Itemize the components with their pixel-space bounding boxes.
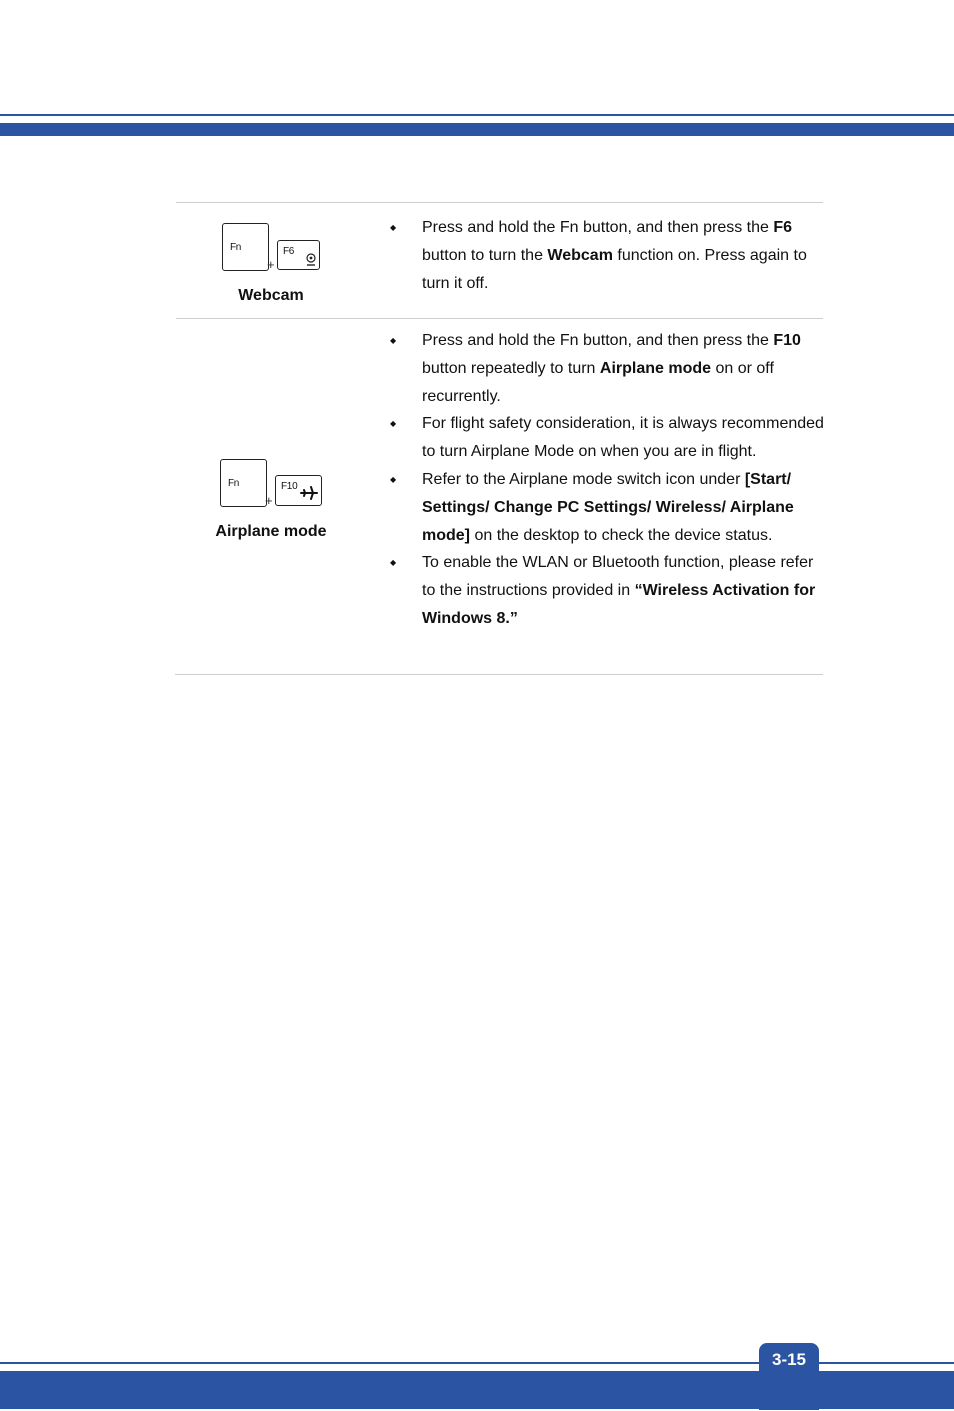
- bullet-item: [388, 214, 828, 297]
- bullet-text-bold: [Start/ Settings/ Change PC Settings/ Wireless/ Airplane mode]: [422, 470, 794, 544]
- airplane-icon: [300, 485, 318, 501]
- table-rule-top: [176, 202, 823, 203]
- f6-key-label: F6: [283, 246, 295, 257]
- f10-key: [275, 475, 322, 506]
- airplane-bullet-list: [388, 327, 828, 633]
- f10-key-label: F10: [281, 481, 298, 492]
- page-number: 3-15: [771, 1350, 807, 1369]
- fn-key-2: [220, 459, 267, 507]
- bullet-text: on the desktop to check the device status.: [470, 526, 773, 544]
- fn-key: [222, 223, 269, 271]
- plus-sign-2: +: [265, 493, 273, 508]
- webcam-icon: [305, 253, 317, 267]
- bullet-item: [388, 327, 828, 410]
- table-rule-middle: [176, 318, 823, 319]
- bullet-item: [388, 549, 828, 632]
- bullet-text: Refer to the Airplane mode switch icon under: [422, 470, 745, 488]
- header-band: [0, 123, 954, 136]
- bullet-text-bold: Airplane mode: [599, 359, 712, 377]
- bullet-text: button repeatedly to turn: [422, 359, 600, 377]
- table-rule-bottom: [175, 674, 823, 675]
- fn-key-2-label: Fn: [228, 478, 240, 489]
- bullet-text: Press and hold the Fn button, and then press the: [422, 219, 774, 236]
- bullet-text-bold: Webcam: [547, 246, 613, 264]
- bullet-item: [388, 466, 828, 549]
- bullet-text: For flight safety consideration, it is always recommended to turn Airplane Mode on when you are in flight.: [422, 415, 824, 461]
- plus-sign: +: [267, 257, 275, 272]
- bullet-text: To enable the WLAN or Bluetooth function, please refer to the instructions provided in: [422, 554, 814, 600]
- bullet-text-bold: F10: [773, 332, 801, 349]
- bullet-text-bold: “Wireless Activation for Windows 8.”: [422, 582, 816, 627]
- airplane-caption: Airplane mode: [215, 523, 327, 540]
- bullet-text: on or off recurrently.: [422, 359, 774, 405]
- bullet-text: button to turn the: [422, 246, 548, 264]
- f6-key: [277, 240, 320, 270]
- bullet-text: function on. Press again to turn it off.: [422, 246, 807, 292]
- header-rule-thin: [0, 114, 954, 116]
- bullet-item: [388, 410, 828, 466]
- bullet-text: Press and hold the Fn button, and then press the: [422, 332, 774, 349]
- webcam-caption: Webcam: [238, 287, 304, 304]
- airplane-key-combo: [220, 459, 324, 509]
- webcam-key-combo: [222, 223, 322, 273]
- bullet-text-bold: F6: [773, 219, 793, 236]
- webcam-bullet-list: [388, 214, 828, 297]
- fn-key-label: Fn: [230, 242, 242, 253]
